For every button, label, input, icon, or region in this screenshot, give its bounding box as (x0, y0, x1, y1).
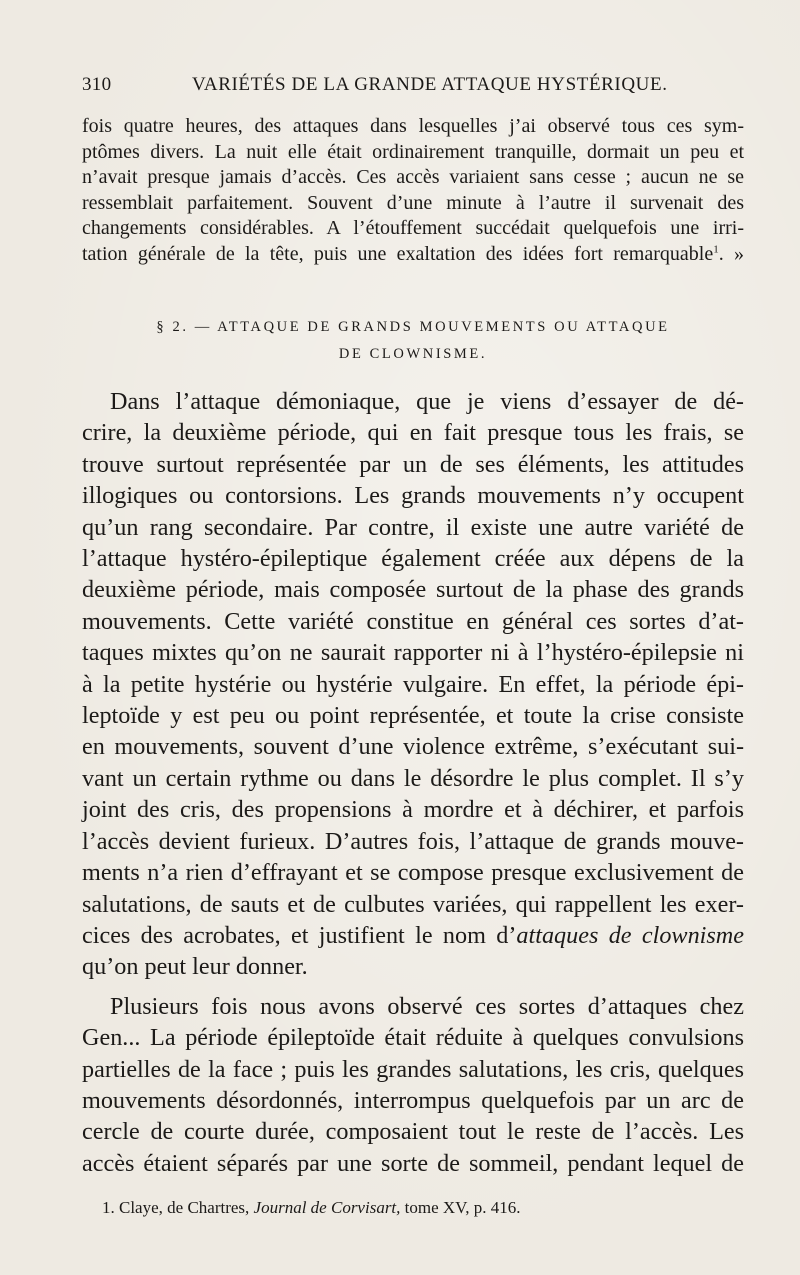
text-line: joint des cris, des propensions à mordre et à déchirer, et parfois (82, 796, 744, 824)
paragraph-first-line: Plusieurs fois nous avons observé ces sortes d’attaques chez (110, 992, 744, 1020)
text-line: en mouvements, souvent d’une violence extrême, s’exécutant sui- (82, 733, 744, 761)
text-line: trouve surtout représentée par un de ses éléments, les attitudes (82, 450, 744, 478)
text-line: qu’un rang secondaire. Par contre, il existe une autre variété de (82, 513, 744, 541)
text-line: taques mixtes qu’on ne saurait rapporter ni à l’hystéro-épilepsie ni (82, 639, 744, 667)
footnote-reference-detail: tome XV, p. 416. (404, 1198, 521, 1217)
section-heading (82, 314, 744, 368)
text-line: illogiques ou contorsions. Les grands mouvements n’y occupent (82, 482, 744, 510)
paragraph-first-line: Dans l’attaque démoniaque, que je viens d’essayer de dé- (110, 388, 744, 415)
section-heading-line: DE CLOWNISME. (338, 346, 488, 362)
text-line: leptoïde y est peu ou point représentée, et toute la crise consiste (82, 702, 744, 730)
text-line-content: tation générale de la tête, puis une exaltation des idées fort remarquable (82, 242, 714, 265)
page-number: 310 (82, 74, 112, 95)
footnote-author: Claye, de Chartres, (119, 1198, 250, 1217)
text-line: fois quatre heures, des attaques dans lesquelles j’ai observé tous ces sym- (82, 115, 744, 137)
footnote (102, 1198, 521, 1218)
text-line: ptômes divers. La nuit elle était ordinairement tranquille, dormait un peu et (82, 140, 744, 163)
text-line: vant un certain rythme ou dans le désordre le plus complet. Il s’y (82, 764, 744, 792)
text-line: l’attaque hystéro-épileptique également créée aux dépens de la (82, 545, 744, 573)
section-heading-line: § 2. — ATTAQUE DE GRANDS MOUVEMENTS OU ATTAQUE (156, 319, 670, 335)
text-line: cercle de courte durée, composaient tout le reste de l’accès. Les (82, 1118, 744, 1146)
footnote-reference: 1 (713, 242, 719, 255)
text-line-last (82, 242, 744, 268)
text-line: changements considérables. A l’étouffement succédait quelquefois une irri- (82, 217, 744, 239)
text-line: à la petite hystérie ou hystérie vulgaire. En effet, la période épi- (82, 670, 744, 698)
quoted-passage (82, 114, 744, 267)
text-line: partielles de la face ; puis les grandes salutations, les cris, quelques (82, 1055, 744, 1083)
paragraph-gap (82, 983, 744, 991)
text-line: crire, la deuxième période, qui en fait presque tous les frais, se (82, 419, 744, 447)
text-line: n’avait presque jamais d’accès. Ces accès variaient sans cesse ; aucun ne se (82, 166, 744, 188)
footnote-number: 1. (102, 1198, 115, 1217)
italic-term: attaques de clownisme (516, 921, 744, 949)
text-line: ments n’a rien d’effrayant et se compose presque exclusivement de (82, 859, 744, 887)
text-line (82, 920, 744, 951)
text-line: accès étaient séparés par une sorte de sommeil, pendant lequel de (82, 1149, 744, 1177)
text-line: mouvements désordonnés, interrompus quelquefois par un arc de (82, 1086, 744, 1114)
text-line: Gen... La période épileptoïde était réduite à quelques convulsions (82, 1024, 744, 1052)
text-line-content: cices des acrobates, et justifient le nom d’ (82, 921, 517, 949)
footnote-journal: Journal de Corvisart, (253, 1198, 401, 1217)
running-head (82, 74, 742, 100)
quote-close: . » (718, 242, 745, 265)
text-line: mouvements. Cette variété constitue en général ces sortes d’at- (82, 607, 744, 635)
paragraph-last-line: qu’on peut leur donner. (82, 953, 308, 981)
text-line: ressemblait parfaitement. Souvent d’une minute à l’autre il survenait des (82, 191, 744, 214)
main-text (82, 386, 744, 1179)
text-line: deuxième période, mais composée surtout de la phase des grands (82, 576, 744, 604)
text-line: l’accès devient furieux. D’autres fois, l’attaque de grands mouve- (82, 827, 744, 855)
text-line: salutations, de sauts et de culbutes variées, qui rappellent les exer- (82, 890, 744, 918)
running-title: VARIÉTÉS DE LA GRANDE ATTAQUE HYSTÉRIQUE. (192, 74, 668, 95)
